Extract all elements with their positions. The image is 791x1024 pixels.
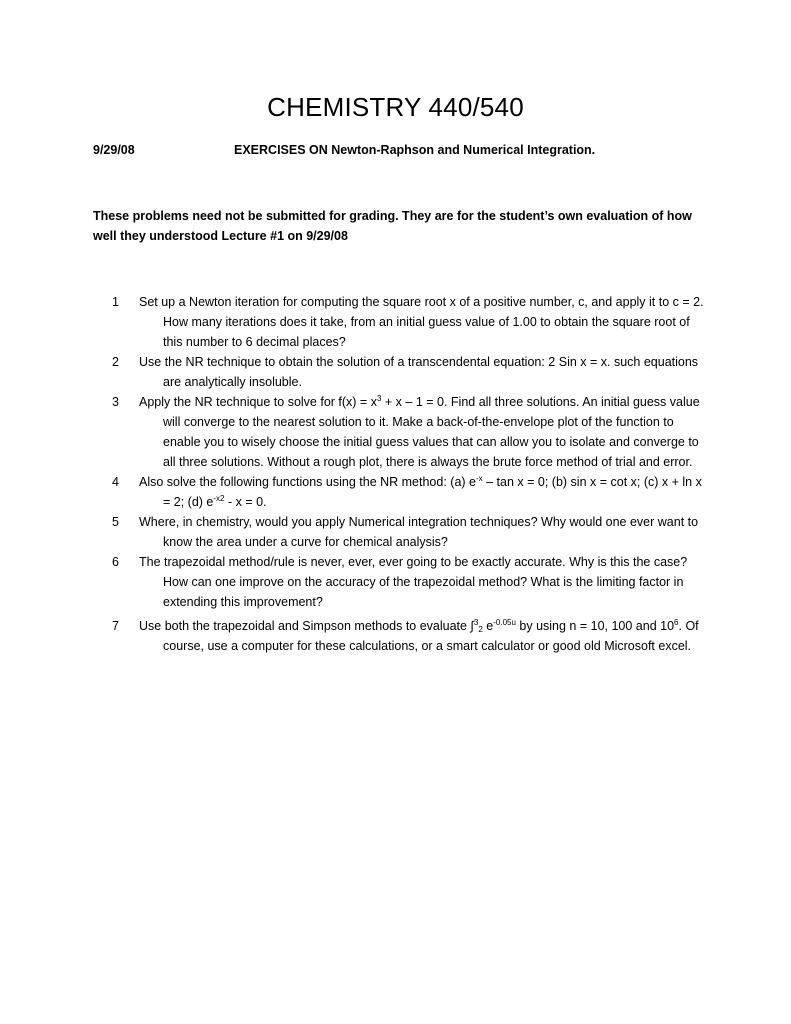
- item-text: Set up a Newton iteration for computing the square root x of a positive number, c, and apply it to c = 2. How many iterations does it take, from an initial guess value of 1.00 to obtain the square root of this number to 6 decimal places?: [139, 295, 704, 349]
- exercise-list: [112, 292, 712, 656]
- list-item: [112, 292, 712, 352]
- exercise-heading: EXERCISES ON Newton-Raphson and Numerical Integration.: [234, 143, 596, 157]
- intro-paragraph: These problems need not be submitted for grading. They are for the student’s own evaluation of how well they understood Lecture #1 on 9/29/08: [93, 209, 692, 243]
- item-number: 2: [112, 355, 119, 369]
- item-text: Where, in chemistry, would you apply Numerical integration techniques? Why would one ever want to know the area under a curve for chemical analysis?: [139, 515, 699, 549]
- list-item: [112, 392, 712, 472]
- item-text: Use both the trapezoidal and Simpson methods to evaluate ∫$^3_2$ $e^{-0.05u}$ by using n = 10, 100 and $10^6$. Of course, use a computer for these calculations, or a smart calculator or good old Microsoft excel.: [139, 618, 699, 653]
- item-number: 5: [112, 515, 119, 529]
- item-text: The trapezoidal method/rule is never, ever, ever going to be exactly accurate. Why is this the case? How can one improve on the accuracy of the trapezoidal method? What is the limiting factor in extending this improvement?: [139, 555, 688, 609]
- item-number: 7: [112, 619, 119, 633]
- item-number: 3: [112, 395, 119, 409]
- list-item: [112, 552, 712, 612]
- item-number: 6: [112, 555, 119, 569]
- list-item: [112, 472, 712, 512]
- list-item: [112, 512, 712, 552]
- page-title: CHEMISTRY 440/540: [267, 92, 524, 122]
- item-number: 1: [112, 295, 119, 309]
- list-item: [112, 616, 712, 656]
- date: 9/29/08: [93, 143, 135, 157]
- list-item: [112, 352, 712, 392]
- item-number: 4: [112, 475, 119, 489]
- item-text: Also solve the following functions using the NR method: (a) $e^{-x} - \tan x = 0$; (b) sin x = cot x; (c) x + ln x = 2; (d) $e^{-x2} - x = 0$.: [139, 474, 702, 509]
- item-text: Use the NR technique to obtain the solution of a transcendental equation: 2 Sin x = x. such equations are analytically insoluble.: [139, 355, 699, 389]
- item-text: Apply the NR technique to solve for $f(x) = x^3 + x - 1 = 0$. Find all three solutions. An initial guess value will converge to the nearest solution to it. Make a back-of-the-envelope plot of the function to enable you to wisely choose the initial guess values that can allow you to isolate and converge to all three solutions. Without a rough plot, there is always the brute force method of trial and error.: [139, 394, 700, 469]
